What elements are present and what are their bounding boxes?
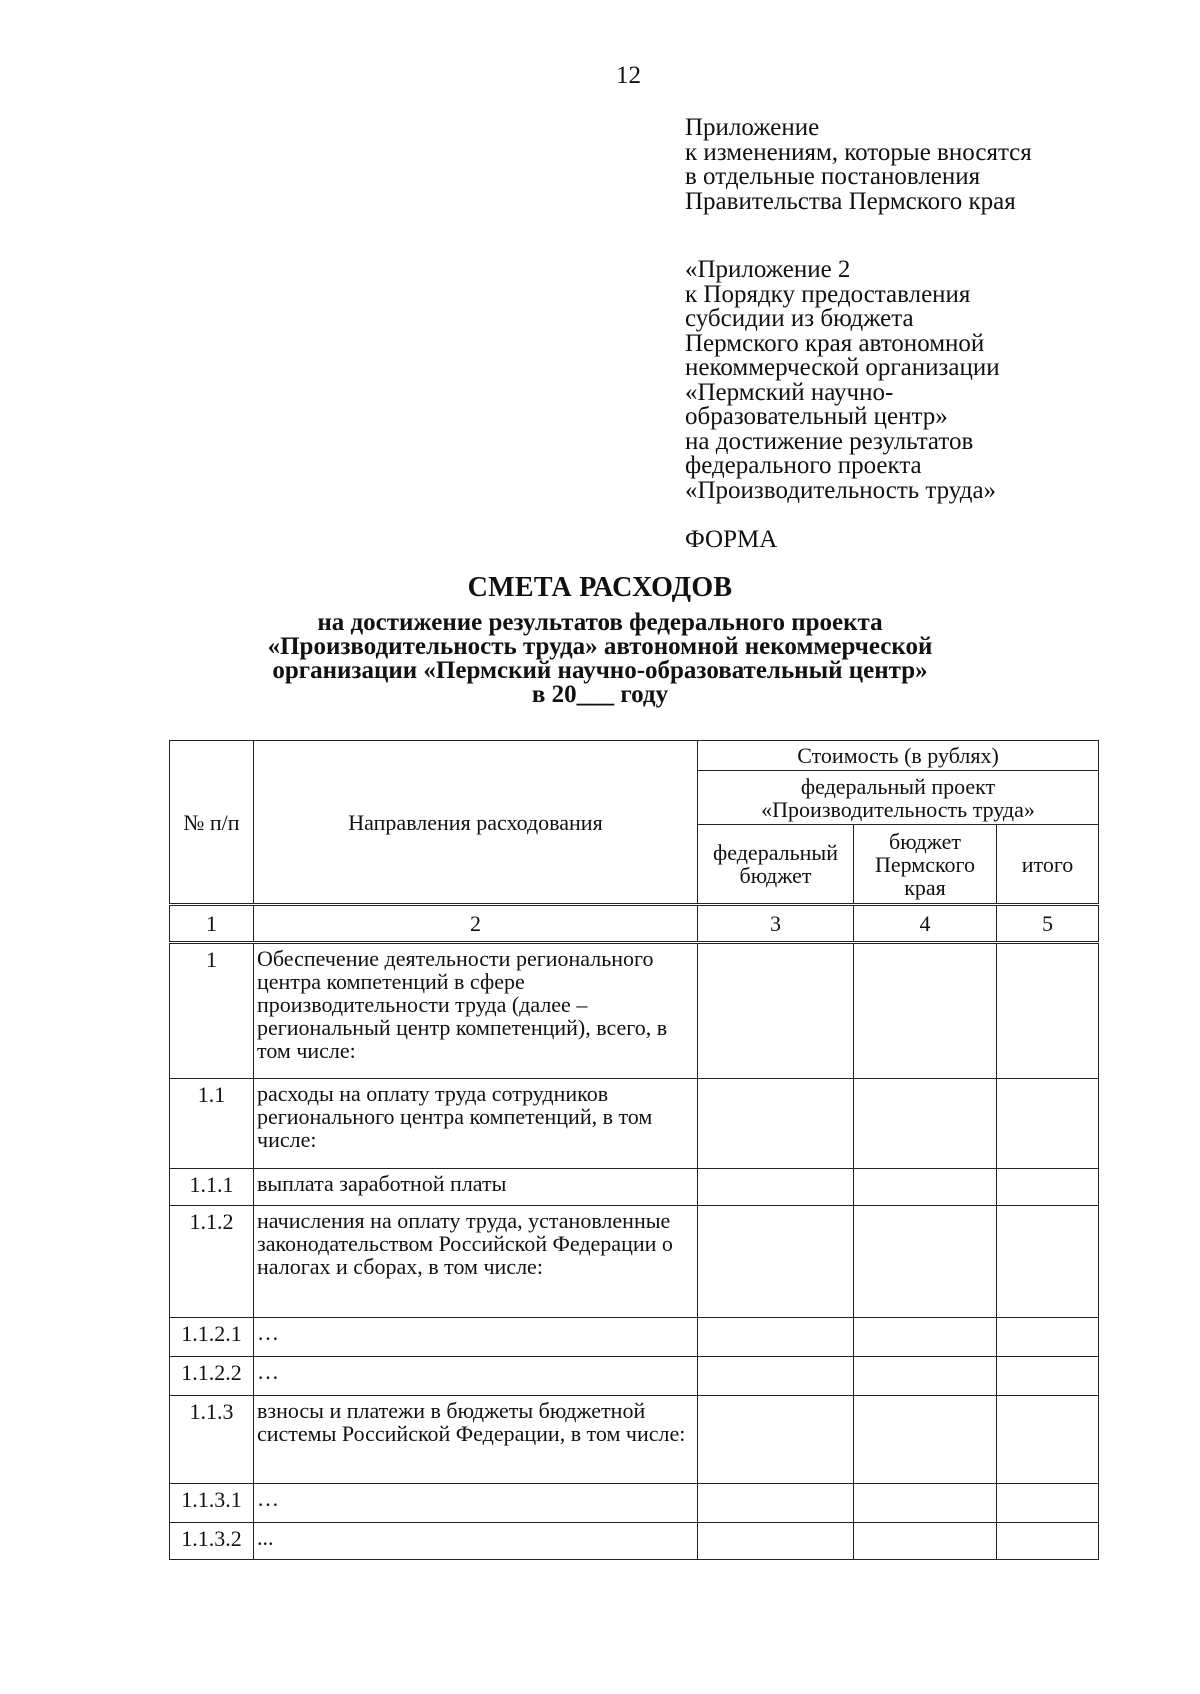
header-total: итого: [997, 825, 1099, 905]
column-number: 3: [698, 905, 854, 943]
appendix2-line: на достижение результатов: [685, 427, 974, 455]
column-number: 2: [254, 905, 698, 943]
appendix2-line: федерального проекта: [685, 452, 922, 479]
header-cost: Стоимость (в рублях): [698, 741, 1099, 771]
subtitle-line: в 20___ году: [531, 681, 669, 708]
cell-federal: [698, 1079, 854, 1169]
cell-perm: [854, 1396, 997, 1484]
row-text: начисления на оплату труда, установленные законодательством Российской Федерации о налогах и сборах, в том числе:: [254, 1206, 698, 1318]
appendix2-line: «Пермский научно-: [685, 378, 894, 406]
cell-total: [997, 1318, 1099, 1357]
header-direction: Направления расходования: [254, 741, 698, 905]
cell-perm: [854, 1169, 997, 1206]
appendix2-line: к Порядку предоставления: [685, 280, 971, 308]
cell-perm: [854, 1484, 997, 1523]
cell-total: [997, 1169, 1099, 1206]
cell-federal: [698, 1206, 854, 1318]
row-number: 1.1: [170, 1079, 254, 1169]
table-row: [170, 1396, 1099, 1484]
appendix2-line: некоммерческой организации: [685, 354, 1000, 381]
appendix2-line: образовательный центр»: [685, 403, 948, 430]
row-number: 1.1.1: [170, 1169, 254, 1206]
appendix2-block: [685, 258, 1185, 503]
row-number: 1: [170, 943, 254, 1079]
row-number: 1.1.3.1: [170, 1484, 254, 1523]
cell-federal: [698, 1169, 854, 1206]
appendix2-line: «Приложение 2: [685, 256, 851, 283]
form-label: ФОРМА: [685, 526, 778, 553]
column-number: 4: [854, 905, 997, 943]
row-text: расходы на оплату труда сотрудников регионального центра компетенций, в том числе:: [254, 1079, 698, 1169]
table-row: [170, 1206, 1099, 1318]
subtitle-line: организации «Пермский научно-образовательный центр»: [272, 657, 928, 684]
row-number: 1.1.2.1: [170, 1318, 254, 1357]
appendix-line: Правительства Пермского края: [685, 187, 1016, 215]
cell-federal: [698, 1396, 854, 1484]
cell-federal: [698, 1357, 854, 1396]
cell-federal: [698, 1484, 854, 1523]
cell-perm: [854, 1523, 997, 1560]
cell-total: [997, 1523, 1099, 1560]
document-title: СМЕТА РАСХОДОВ: [467, 572, 733, 603]
appendix-line: Приложение: [685, 114, 820, 141]
header-num: № п/п: [170, 741, 254, 905]
appendix-line: в отдельные постановления: [685, 163, 981, 190]
row-number: 1.1.3.2: [170, 1523, 254, 1560]
cell-perm: [854, 1357, 997, 1396]
appendix-block: [685, 116, 1185, 214]
row-text: …: [254, 1357, 698, 1396]
row-number: 1.1.3: [170, 1396, 254, 1484]
table-row: [170, 943, 1099, 1079]
cell-federal: [698, 1523, 854, 1560]
header-project: федеральный проект «Производительность труда»: [698, 771, 1099, 825]
row-text: …: [254, 1484, 698, 1523]
appendix-line: к изменениям, которые вносятся: [685, 138, 1032, 166]
cell-total: [997, 943, 1099, 1079]
page-number: 12: [616, 62, 641, 89]
table-row: [170, 1523, 1099, 1560]
appendix2-line: Пермского края автономной: [685, 329, 985, 357]
row-text: Обеспечение деятельности регионального центра компетенций в сфере производительности труда (далее – региональный центр компетенций), всего, в том числе:: [254, 943, 698, 1079]
cell-total: [997, 1079, 1099, 1169]
document-subtitle: [0, 611, 1200, 707]
cell-perm: [854, 1318, 997, 1357]
table-row: [170, 1079, 1099, 1169]
row-text: взносы и платежи в бюджеты бюджетной системы Российской Федерации, в том числе:: [254, 1396, 698, 1484]
cell-total: [997, 1357, 1099, 1396]
appendix2-line: субсидии из бюджета: [685, 305, 914, 332]
row-text: ...: [254, 1523, 698, 1560]
cell-total: [997, 1206, 1099, 1318]
row-number: 1.1.2.2: [170, 1357, 254, 1396]
expense-table: [169, 740, 1099, 1560]
table-row: [170, 1357, 1099, 1396]
subtitle-line: на достижение результатов федерального проекта: [317, 609, 883, 636]
column-number: 1: [170, 905, 254, 943]
cell-perm: [854, 1206, 997, 1318]
cell-total: [997, 1484, 1099, 1523]
cell-total: [997, 1396, 1099, 1484]
column-number-row: [170, 905, 1099, 943]
row-text: выплата заработной платы: [254, 1169, 698, 1206]
appendix2-line: «Производительность труда»: [685, 476, 997, 504]
header-perm-budget: бюджет Пермского края: [854, 825, 997, 905]
row-number: 1.1.2: [170, 1206, 254, 1318]
subtitle-line: «Производительность труда» автономной некоммерческой: [267, 633, 933, 660]
cell-perm: [854, 1079, 997, 1169]
table-row: [170, 1318, 1099, 1357]
table-row: [170, 1169, 1099, 1206]
column-number: 5: [997, 905, 1099, 943]
cell-federal: [698, 1318, 854, 1357]
row-text: …: [254, 1318, 698, 1357]
table-row: [170, 1484, 1099, 1523]
cell-perm: [854, 943, 997, 1079]
header-federal-budget: федеральный бюджет: [698, 825, 854, 905]
cell-federal: [698, 943, 854, 1079]
